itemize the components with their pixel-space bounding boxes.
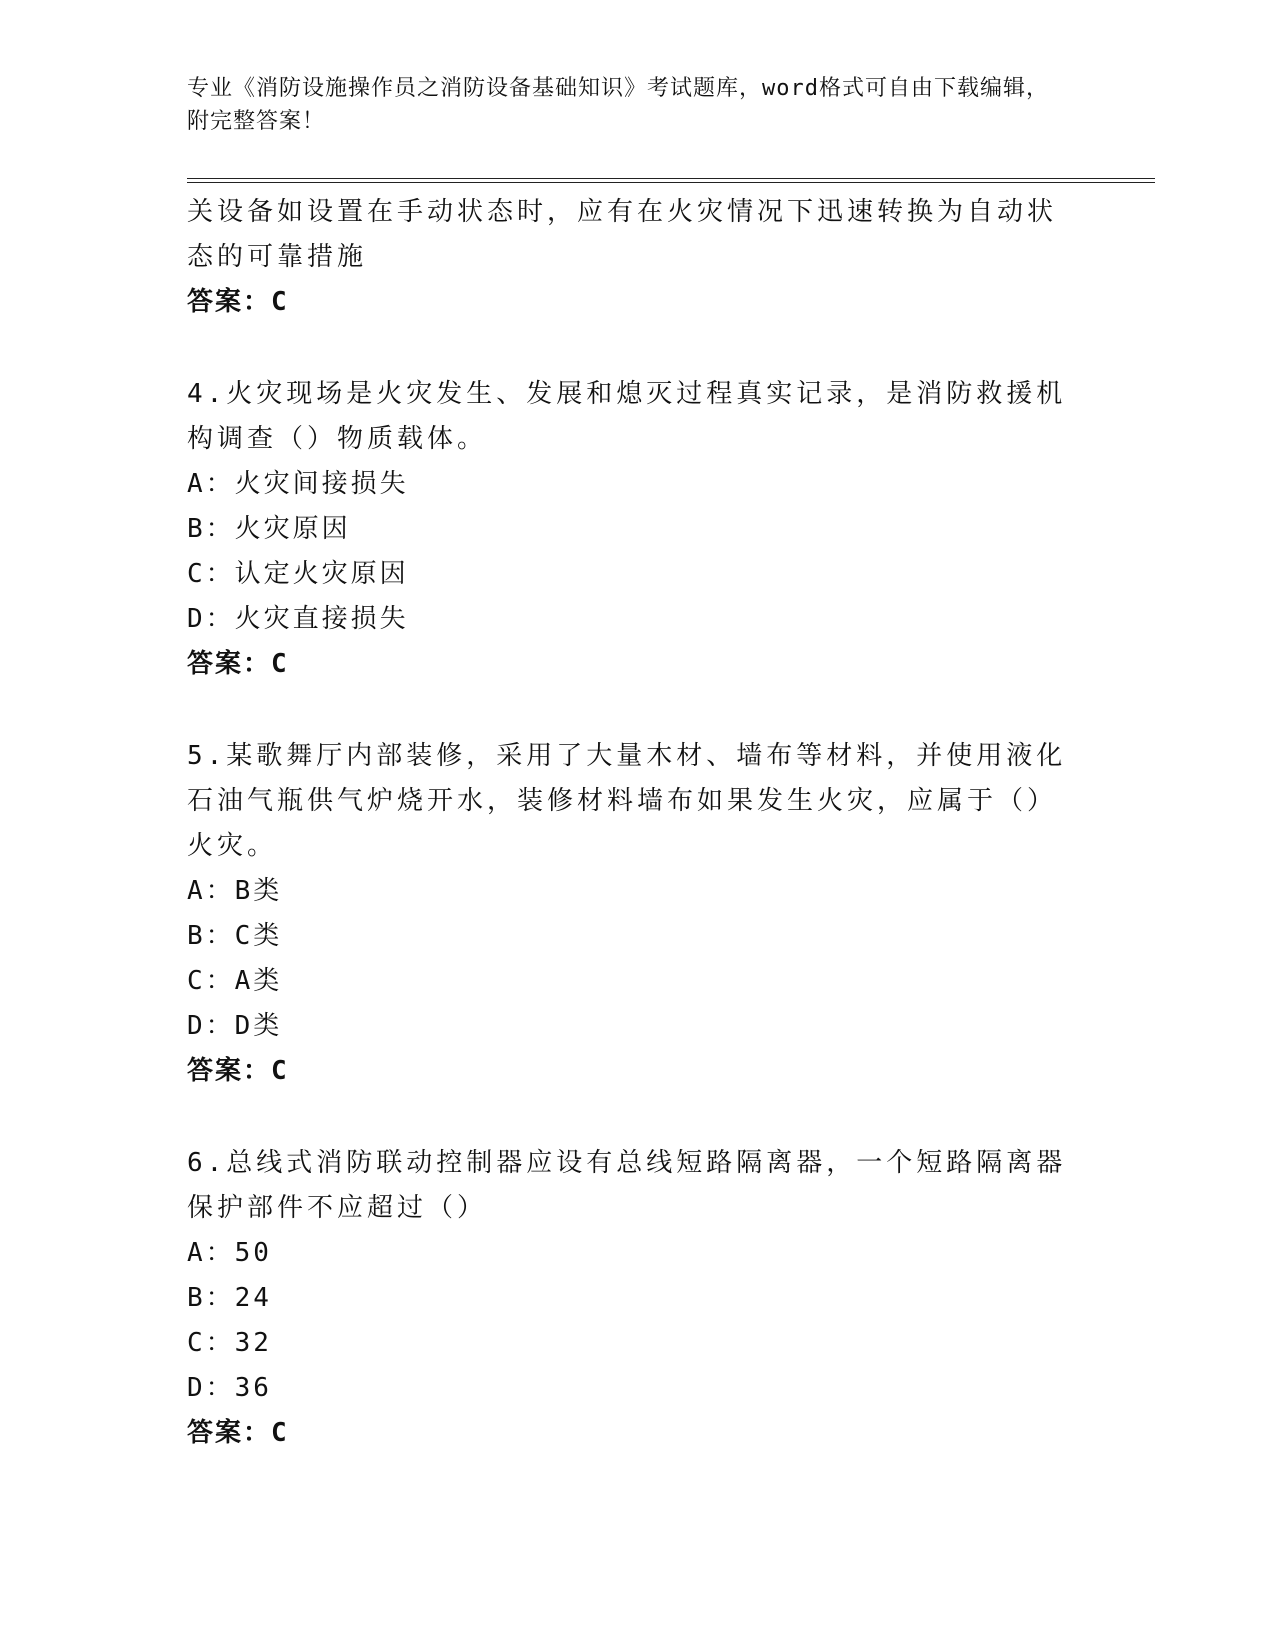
question-6 [187,1141,1067,1456]
option-a: A：B类 [187,876,283,906]
answer-line: 答案：C [187,287,289,317]
option-c: C：A类 [187,966,283,996]
option-d: D：火灾直接损失 [187,604,409,634]
question-stem: 4.火灾现场是火灾发生、发展和熄灭过程真实记录，是消防救援机构调查（）物质载体。 [187,379,1067,454]
answer-line: 答案：C [187,1056,289,1086]
option-b: B：火灾原因 [187,514,351,544]
question-stem: 关设备如设置在手动状态时，应有在火灾情况下迅速转换为自动状态的可靠措施 [187,197,1058,272]
option-c: C：认定火灾原因 [187,559,409,589]
option-d: D：D类 [187,1011,283,1041]
answer-line: 答案：C [187,1418,289,1448]
option-b: B：C类 [187,921,283,951]
document-body [187,190,1067,1456]
option-d: D：36 [187,1373,272,1403]
option-b: B：24 [187,1283,272,1313]
option-a: A：50 [187,1238,272,1268]
header-divider [187,178,1155,183]
question-stem: 6.总线式消防联动控制器应设有总线短路隔离器，一个短路隔离器保护部件不应超过（） [187,1148,1067,1223]
answer-line: 答案：C [187,649,289,679]
question-continuation [187,190,1067,325]
document-header: 专业《消防设施操作员之消防设备基础知识》考试题库，word格式可自由下载编辑，附完整答案！ [187,76,1049,134]
question-4 [187,372,1067,687]
question-5 [187,734,1067,1094]
question-stem: 5.某歌舞厅内部装修，采用了大量木材、墙布等材料，并使用液化石油气瓶供气炉烧开水，装修材料墙布如果发生火灾，应属于（）火灾。 [187,741,1067,861]
option-c: C：32 [187,1328,272,1358]
option-a: A：火灾间接损失 [187,469,409,499]
